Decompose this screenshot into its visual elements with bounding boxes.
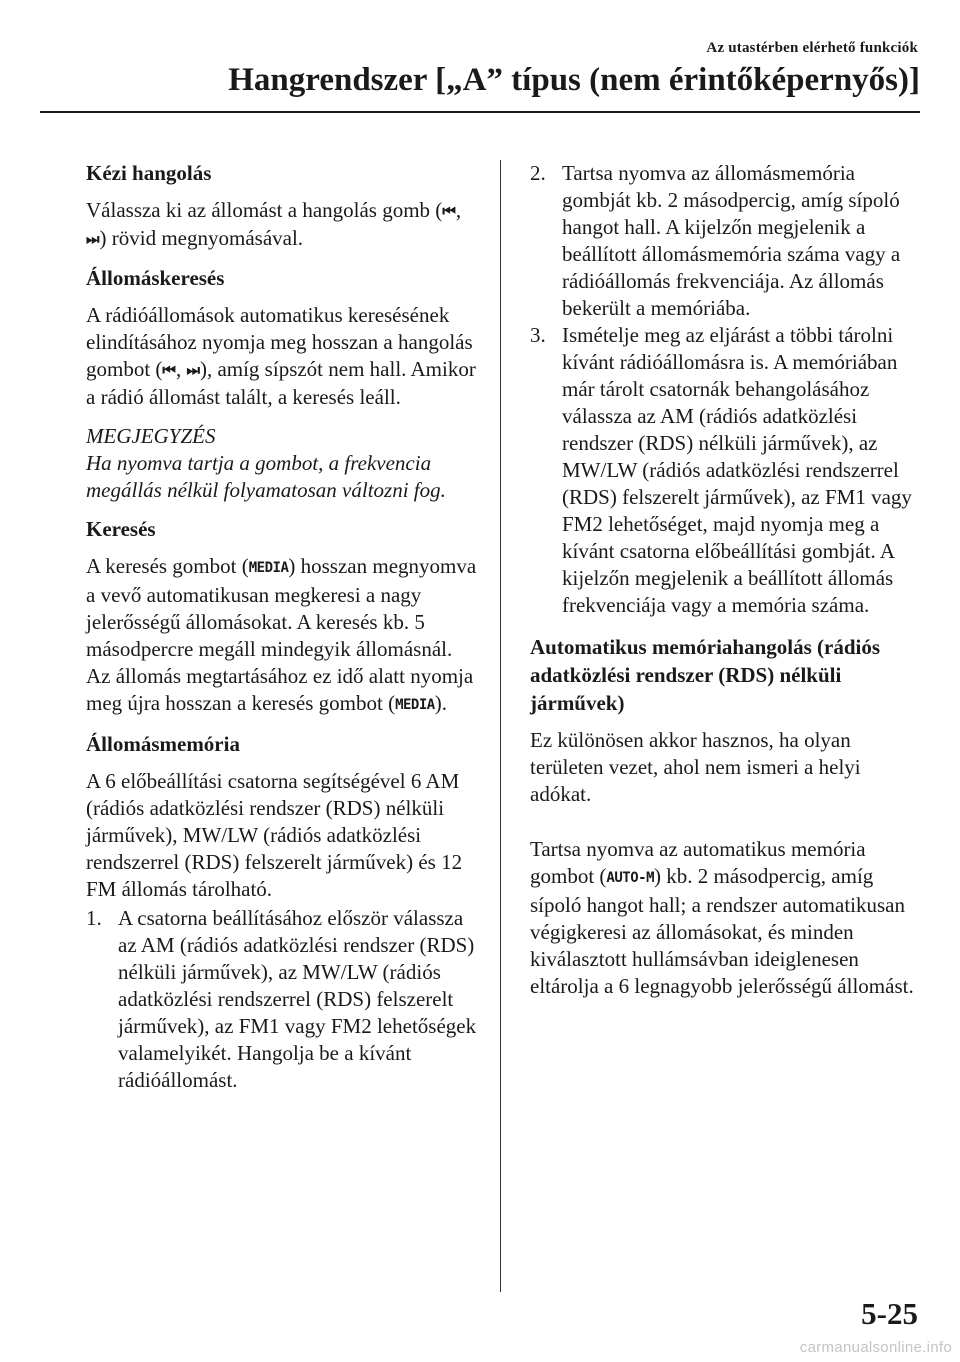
- list-item-text: Ismételje meg az eljárást a többi tárolni kívánt rádióállomásra is. A memóriában már tárolt csatornák behangolásához válassza az AM (rádiós adatközlési rendszer (RDS) nélküli járművek), az MW/LW (rádiós adatközlési rendszerrel (RDS) felszerelt járművek), az FM1 vagy FM2 lehetőséget, majd nyomja meg a kívánt csatorna előbeállítási gombját. A kijelzőn megjelenik a beállított állomás frekvenciája vagy a memória száma.: [562, 323, 912, 617]
- list-item-number: 3.: [530, 323, 546, 347]
- header-section-label: Az utastérben elérhető funkciók: [706, 40, 918, 56]
- watermark: carmanualsonline.info: [799, 1339, 952, 1356]
- page-title: Hangrendszer [„A” típus (nem érintőképernyős)]: [228, 62, 920, 98]
- previous-track-icon: ⏮: [442, 202, 456, 220]
- next-track-icon: ⏭: [186, 361, 200, 379]
- list-item-number: 1.: [86, 906, 102, 930]
- station-seek-heading: Állomáskeresés: [86, 266, 225, 290]
- note-text: Ha nyomva tartja a gombot, a frekvencia megállás nélkül folyamatosan változni fog.: [86, 451, 446, 502]
- station-memory-text: A 6 előbeállítási csatorna segítségével 6 AM (rádiós adatközlési rendszer (RDS) nélküli járművek), MW/LW (rádiós adatközlési rendszerrel (RDS) felszerelt járművek) és 12 FM állomás tárolható.: [86, 769, 463, 901]
- list-item: [530, 160, 922, 322]
- manual-tuning-heading: Kézi hangolás: [86, 161, 212, 185]
- list-item-number: 2.: [530, 161, 546, 185]
- search-heading: Keresés: [86, 517, 156, 541]
- paragraph-gap: [530, 820, 922, 836]
- page-number: 5-25: [861, 1296, 918, 1331]
- list-item: [530, 322, 922, 619]
- auto-memory-text: Ez különösen akkor hasznos, ha olyan területen vezet, ahol nem ismeri a helyi adókat.: [530, 728, 861, 806]
- manual-tuning-text: Válassza ki az állomást a hangolás gomb (⏮, ⏭) rövid megnyomásával.: [86, 197, 478, 253]
- station-seek-text: A rádióállomások automatikus keresésének elindításához nyomja meg hosszan a hangolás gombot (⏮, ⏭), amíg sípszót nem hall. Amikor a rádió állomást talált, a keresés leáll.: [86, 303, 476, 409]
- search-text: A keresés gombot (MEDIA) hosszan megnyomva a vevő automatikusan megkeresi a nagy jelerősségű állomásokat. A keresés kb. 5 másodpercre megáll mindegyik állomásnál. Az állomás megtartásához ez idő alatt nyomja meg újra hosszan a keresés gombot (MEDIA).: [86, 553, 478, 719]
- station-memory-heading: Állomásmemória: [86, 732, 240, 756]
- list-item-text: A csatorna beállításához először válassza az AM (rádiós adatközlési rendszer (RDS) nélküli járművek), az MW/LW (rádiós adatközlési rendszerrel (RDS) felszerelt járművek), az FM1 vagy FM2 lehetőségek valamelyikét. Hangolja be a kívánt rádióállomást.: [118, 906, 477, 1092]
- header-rule: [40, 111, 920, 113]
- auto-memory-heading: Automatikus memóriahangolás (rádiós adatközlési rendszer (RDS) nélküli járművek): [530, 635, 881, 715]
- media-button-icon: MEDIA: [395, 697, 435, 713]
- next-track-icon: ⏭: [86, 230, 100, 248]
- list-item-text: Tartsa nyomva az állomásmemória gombját kb. 2 másodpercig, amíg sípoló hangot hall. A kijelzőn megjelenik a beállított állomásmemória száma vagy a rádióállomás frekvenciája. Az állomás bekerült a memóriába.: [562, 161, 901, 320]
- auto-m-button-icon: AUTO-M: [606, 870, 654, 886]
- column-divider: [500, 160, 501, 1292]
- media-button-icon: MEDIA: [248, 560, 289, 576]
- previous-track-icon: ⏮: [162, 361, 176, 379]
- list-item: [86, 905, 478, 1094]
- right-column: [530, 160, 922, 1012]
- left-column: [86, 160, 478, 1094]
- auto-memory-instructions: Tartsa nyomva az automatikus memória gombot (AUTO-M) kb. 2 másodpercig, amíg sípoló hangot hall; a rendszer automatikusan végigkeresi az állomásokat, és minden kiválasztott hullámsávban ideiglenesen eltárolja a 6 legnagyobb jelerősségű állomást.: [530, 837, 914, 998]
- note-heading: MEGJEGYZÉS: [86, 424, 216, 448]
